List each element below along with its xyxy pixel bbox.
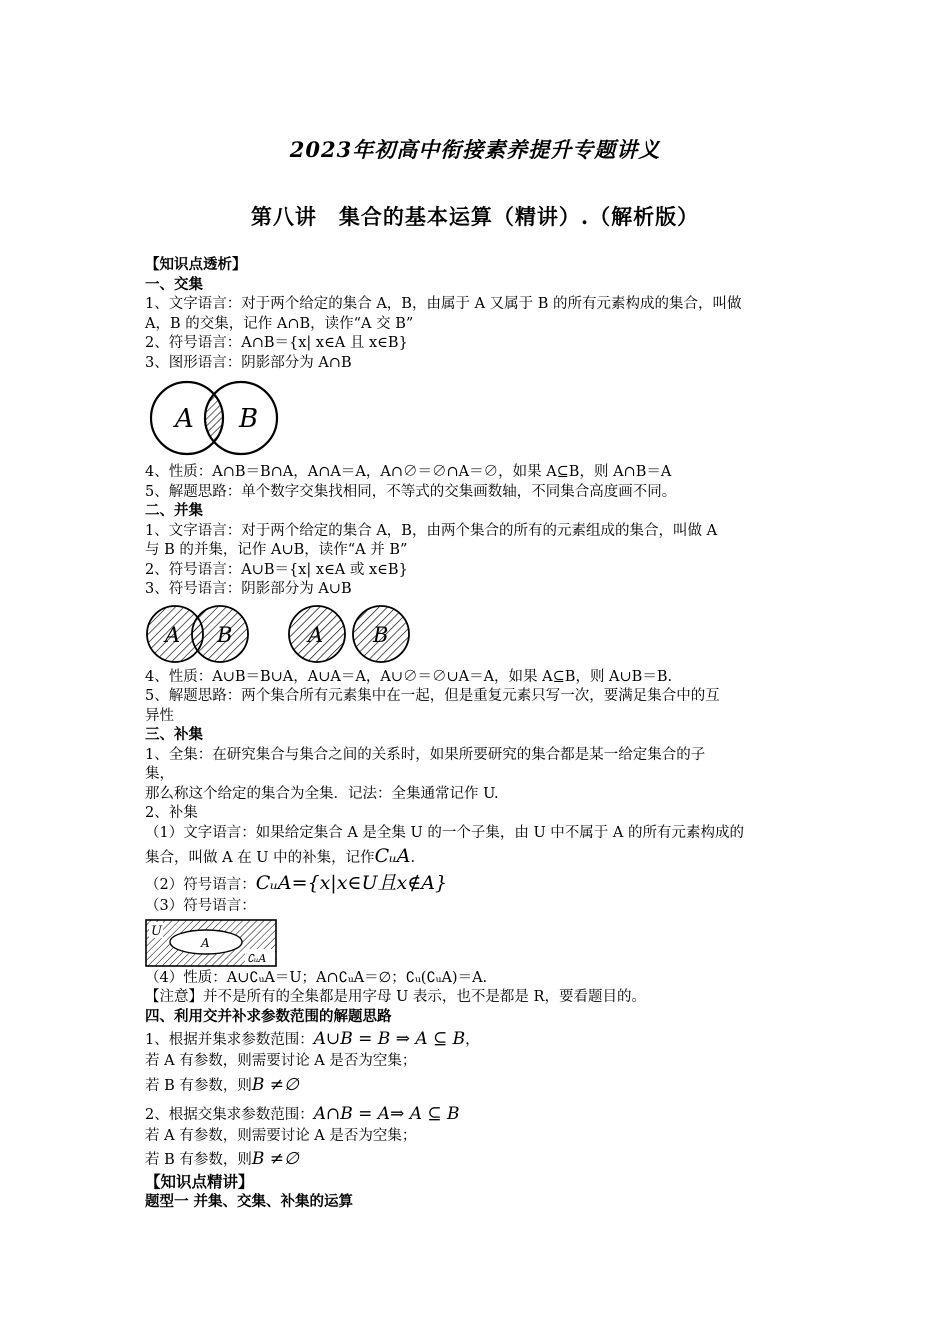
union-text-1: 1、文字语言：对于两个给定的集合 A，B，由两个集合的所有的元素组成的集合，叫做 A: [145, 522, 718, 539]
complement-heading: 三、补集: [145, 727, 203, 743]
intersection-text-1: 1、文字语言：对于两个给定的集合 A，B，由属于 A 又属于 B 的所有元素构成的集合，叫做: [145, 296, 742, 312]
universal-set-text-2: 集，: [145, 766, 174, 782]
section-detail-heading: 【知识点精讲】: [145, 1173, 254, 1191]
complement-symbolic-label: （2）符号语言：: [145, 877, 256, 893]
intersection-properties: 4、性质：A∩B＝B∩A，A∩A＝A，A∩∅＝∅∩A＝∅，如果 A⊆B，则 A∩B＝A: [145, 464, 672, 480]
complement-subheading: 2、补集: [145, 805, 198, 821]
document-body: [145, 256, 810, 1212]
complement-text-2-lead: 集合，叫做 A 在 U 中的补集，记作: [145, 850, 375, 866]
lecture-title: 第八讲 集合的基本运算（精讲）.（解析版）: [250, 204, 700, 229]
union-parameter-label: 1、根据并集求参数范围：: [145, 1032, 314, 1048]
intersection-symbolic: 2、符号语言：A∩B＝{x| x∈A 且 x∈B}: [145, 335, 408, 351]
intersection-parameter-formula: A∩B = A⇒ A ⊆ B: [313, 1103, 460, 1124]
complement-properties: （4）性质：A∪∁ᵤA＝U；A∩∁ᵤA＝∅；∁ᵤ(∁ᵤA)＝A.: [145, 969, 488, 986]
parameter-heading: 四、利用交并补求参数范围的解题思路: [145, 1008, 392, 1025]
venn-label-b: B: [239, 404, 259, 434]
intersection-graphic-label: 3、图形语言：阴影部分为 A∩B: [145, 354, 352, 371]
union-symbolic: 2、符号语言：A∪B＝{x| x∈A 或 x∈B}: [145, 561, 408, 578]
intersection-heading: 一、交集: [145, 276, 203, 293]
union-parameter-case-b-formula: B ≠∅: [251, 1074, 299, 1095]
complement-set-builder: CᵤA={x|x∈U且x∉A}: [255, 872, 448, 894]
intersection-parameter-rule: [145, 1102, 810, 1127]
intersection-tips: 5、解题思路：单个数字交集找相同，不等式的交集画数轴，不同集合高度画不同。: [145, 483, 677, 500]
union-parameter-case-a: 若 A 有参数，则需要讨论 A 是否为空集；: [145, 1053, 417, 1069]
complement-notation: CᵤA: [374, 845, 411, 867]
union-venn-diagrams: [145, 603, 415, 665]
union-graphic-label: 3、符号语言：阴影部分为 A∪B: [145, 581, 352, 597]
complement-text-1: （1）文字语言：如果给定集合 A 是全集 U 的一个子集，由 U 中不属于 A 的所有元素构成的: [145, 824, 744, 841]
union-text-2: 与 B 的并集，记作 A∪B，读作“A 并 B”: [145, 542, 408, 558]
question-type-1-heading: 题型一 并集、交集、补集的运算: [145, 1193, 354, 1210]
universal-set-label: U: [151, 923, 162, 939]
complement-text-2-end: .: [410, 850, 416, 866]
union-parameter-end: ，: [465, 1032, 480, 1048]
intersection-parameter-case-b-formula: B ≠∅: [251, 1149, 299, 1169]
document-title: 2023年初高中衔接素养提升专题讲义: [289, 137, 661, 162]
complement-symbolic: [145, 871, 810, 897]
complement-diagram: [145, 919, 277, 967]
intersection-parameter-case-b-label: 若 B 有参数，则: [145, 1152, 252, 1168]
intersection-text-2: A，B 的交集，记作 A∩B，读作“A 交 B”: [145, 315, 414, 332]
section-knowledge-heading: 【知识点透析】: [145, 257, 247, 273]
complement-graphic-label: （3）符号语言：: [145, 898, 256, 914]
complement-note: 【注意】并不是所有的全集都是用字母 U 表示，也不是都是 R，要看题目的。: [145, 989, 646, 1005]
union-parameter-case-b-label: 若 B 有参数，则: [145, 1077, 252, 1094]
complement-label: ∁ᵤA: [247, 951, 267, 965]
union-overlapping-diagram: [147, 606, 248, 662]
disjoint-label-a: A: [308, 622, 324, 647]
union-label-a: A: [165, 622, 181, 647]
union-parameter-formula: A∪B = B ⇒ A ⊆ B: [313, 1029, 466, 1049]
union-tips-1: 5、解题思路：两个集合所有元素集中在一起，但是重复元素只写一次，要满足集合中的互: [145, 688, 720, 704]
union-heading: 二、并集: [145, 503, 203, 519]
intersection-parameter-case-b: [145, 1146, 810, 1173]
union-label-b: B: [217, 622, 233, 647]
intersection-parameter-case-a: 若 A 有参数，则需要讨论 A 是否为空集；: [145, 1127, 417, 1144]
union-properties: 4、性质：A∪B＝B∪A，A∪A＝A，A∪∅＝∅∪A＝A，如果 A⊆B，则 A∪B＝B.: [145, 668, 673, 685]
universal-set-text-1: 1、全集：在研究集合与集合之间的关系时，如果所要研究的集合都是某一给定集合的子: [145, 746, 706, 763]
intersection-parameter-label: 2、根据交集求参数范围：: [145, 1106, 314, 1123]
union-tips-2: 异性: [145, 707, 174, 724]
universal-set-text-3: 那么称这个给定的集合为全集．记法：全集通常记作 U.: [145, 785, 499, 802]
venn-label-a: A: [175, 404, 194, 434]
set-a-label: A: [201, 935, 210, 950]
union-parameter-rule: [145, 1027, 810, 1052]
disjoint-label-b: B: [373, 622, 389, 647]
union-disjoint-diagram: [289, 606, 409, 662]
complement-text-2: [145, 843, 810, 871]
union-parameter-case-b: [145, 1072, 810, 1099]
intersection-venn-diagram: [149, 377, 279, 459]
